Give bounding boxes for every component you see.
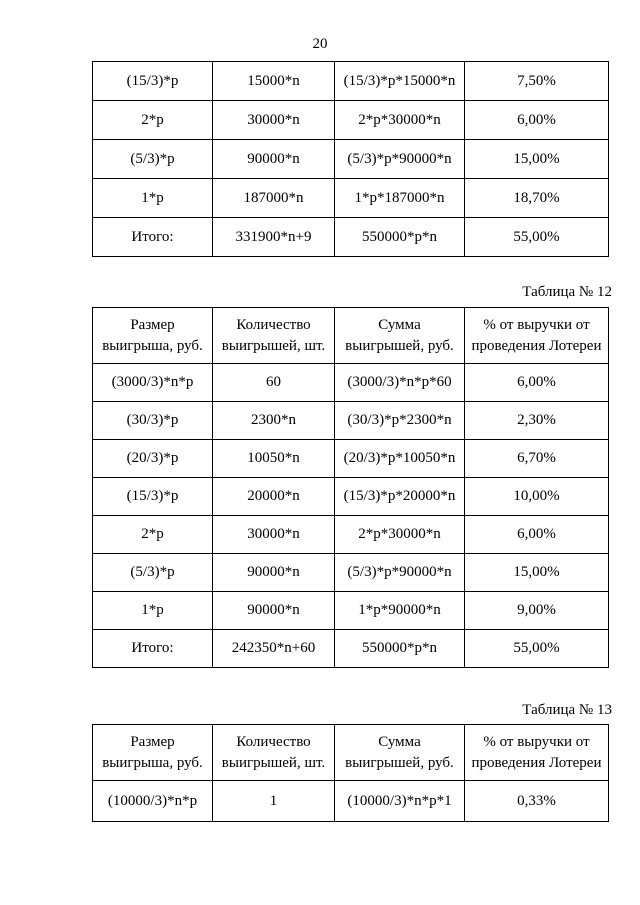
page-number: 20 xyxy=(312,36,328,52)
table-cell-revenue-percent: 18,70% xyxy=(465,179,609,218)
table-row xyxy=(93,440,609,478)
table-12-caption: Таблица № 12 xyxy=(522,284,612,300)
table-cell-revenue-percent: 2,30% xyxy=(465,402,609,440)
table-cell-prize-sum: 1*p*90000*n xyxy=(335,592,465,630)
table-cell-prize-count: 1 xyxy=(213,781,335,822)
table-cell-prize-sum: (15/3)*p*15000*n xyxy=(335,62,465,101)
table-cell-prize-sum: 1*p*187000*n xyxy=(335,179,465,218)
table-cell-prize-size: 2*p xyxy=(93,516,213,554)
table-row xyxy=(93,140,609,179)
table-header-row xyxy=(93,308,609,364)
table-cell-prize-count: 60 xyxy=(213,364,335,402)
table-cell-prize-count: 20000*n xyxy=(213,478,335,516)
table-cell-prize-count: 242350*n+60 xyxy=(213,630,335,668)
table-total-row xyxy=(93,630,609,668)
table-cell-prize-sum: (5/3)*p*90000*n xyxy=(335,140,465,179)
table-cell-total-label: Итого: xyxy=(93,218,213,257)
table-row xyxy=(93,478,609,516)
header-prize-sum: Сумма выигрышей, руб. xyxy=(335,308,465,364)
table-cell-prize-size: 2*p xyxy=(93,101,213,140)
table-total-row xyxy=(93,218,609,257)
table-cell-revenue-percent: 6,70% xyxy=(465,440,609,478)
header-prize-count: Количество выигрышей, шт. xyxy=(213,308,335,364)
table-13-caption: Таблица № 13 xyxy=(522,702,612,718)
table-cell-prize-count: 30000*n xyxy=(213,101,335,140)
table-cell-prize-size: (5/3)*p xyxy=(93,140,213,179)
table-cell-revenue-percent: 0,33% xyxy=(465,781,609,822)
table-cell-prize-sum: 2*p*30000*n xyxy=(335,101,465,140)
table-cell-prize-size: (15/3)*p xyxy=(93,62,213,101)
prize-table-13 xyxy=(92,724,609,822)
header-prize-size: Размер выигрыша, руб. xyxy=(93,308,213,364)
table-row xyxy=(93,101,609,140)
table-cell-prize-sum: (10000/3)*n*p*1 xyxy=(335,781,465,822)
table-cell-total-label: Итого: xyxy=(93,630,213,668)
table-cell-revenue-percent: 6,00% xyxy=(465,516,609,554)
table-cell-prize-count: 187000*n xyxy=(213,179,335,218)
table-cell-prize-size: (15/3)*p xyxy=(93,478,213,516)
table-row xyxy=(93,402,609,440)
table-cell-prize-sum: (20/3)*p*10050*n xyxy=(335,440,465,478)
table-cell-prize-size: (5/3)*p xyxy=(93,554,213,592)
table-row xyxy=(93,592,609,630)
table-row xyxy=(93,554,609,592)
table-header-row xyxy=(93,725,609,781)
table-cell-prize-sum: (5/3)*p*90000*n xyxy=(335,554,465,592)
table-row xyxy=(93,179,609,218)
table-cell-revenue-percent: 55,00% xyxy=(465,630,609,668)
prize-table-12 xyxy=(92,307,609,668)
table-cell-prize-size: (10000/3)*n*p xyxy=(93,781,213,822)
table-cell-revenue-percent: 15,00% xyxy=(465,140,609,179)
table-row xyxy=(93,62,609,101)
table-cell-prize-count: 2300*n xyxy=(213,402,335,440)
table-cell-revenue-percent: 6,00% xyxy=(465,101,609,140)
table-cell-prize-sum: 550000*p*n xyxy=(335,630,465,668)
table-cell-prize-sum: 550000*p*n xyxy=(335,218,465,257)
table-cell-prize-count: 10050*n xyxy=(213,440,335,478)
table-cell-revenue-percent: 9,00% xyxy=(465,592,609,630)
table-cell-revenue-percent: 55,00% xyxy=(465,218,609,257)
table-cell-revenue-percent: 7,50% xyxy=(465,62,609,101)
table-cell-revenue-percent: 6,00% xyxy=(465,364,609,402)
table-row xyxy=(93,516,609,554)
header-revenue-percent: % от выручки от проведения Лотереи xyxy=(465,725,609,781)
table-cell-prize-size: (20/3)*p xyxy=(93,440,213,478)
table-cell-prize-size: 1*p xyxy=(93,179,213,218)
table-cell-prize-count: 30000*n xyxy=(213,516,335,554)
table-cell-prize-size: 1*p xyxy=(93,592,213,630)
prize-table-continued xyxy=(92,61,609,257)
table-cell-revenue-percent: 15,00% xyxy=(465,554,609,592)
table-cell-revenue-percent: 10,00% xyxy=(465,478,609,516)
header-prize-sum: Сумма выигрышей, руб. xyxy=(335,725,465,781)
table-cell-prize-size: (30/3)*p xyxy=(93,402,213,440)
header-prize-size: Размер выигрыша, руб. xyxy=(93,725,213,781)
table-cell-prize-count: 90000*n xyxy=(213,592,335,630)
header-revenue-percent: % от выручки от проведения Лотереи xyxy=(465,308,609,364)
table-row xyxy=(93,364,609,402)
table-cell-prize-sum: (30/3)*p*2300*n xyxy=(335,402,465,440)
table-cell-prize-sum: (3000/3)*n*p*60 xyxy=(335,364,465,402)
header-prize-count: Количество выигрышей, шт. xyxy=(213,725,335,781)
table-cell-prize-count: 90000*n xyxy=(213,554,335,592)
table-cell-prize-count: 331900*n+9 xyxy=(213,218,335,257)
table-cell-prize-count: 90000*n xyxy=(213,140,335,179)
table-row xyxy=(93,781,609,822)
table-cell-prize-sum: (15/3)*p*20000*n xyxy=(335,478,465,516)
table-cell-prize-sum: 2*p*30000*n xyxy=(335,516,465,554)
table-cell-prize-size: (3000/3)*n*p xyxy=(93,364,213,402)
table-cell-prize-count: 15000*n xyxy=(213,62,335,101)
